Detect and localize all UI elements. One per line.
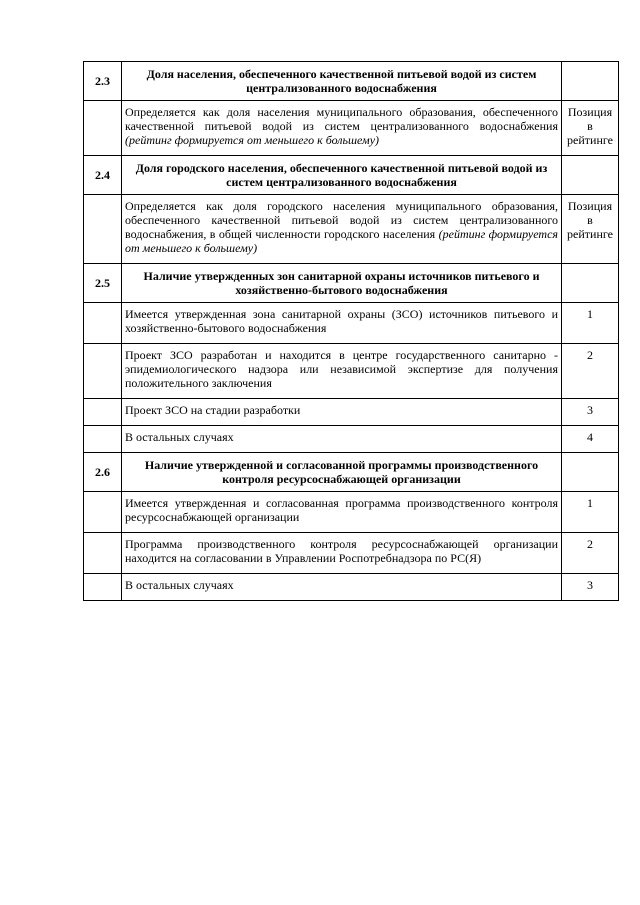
empty-cell	[84, 492, 122, 533]
criterion-row	[84, 574, 619, 601]
criterion-description: Проект ЗСО на стадии разработки	[122, 399, 562, 426]
criterion-description: В остальных случаях	[122, 574, 562, 601]
criterion-text: Определяется как доля городского населения муниципального образования, обеспеченного качественной питьевой водой из систем централизованного водоснабжения, в общей численности городского населения	[125, 199, 558, 241]
section-header-row	[84, 156, 619, 195]
empty-cell	[84, 303, 122, 344]
criterion-row	[84, 195, 619, 264]
empty-cell	[562, 264, 619, 303]
criterion-row	[84, 533, 619, 574]
empty-cell	[84, 195, 122, 264]
criterion-score: 1	[562, 492, 619, 533]
criterion-description	[122, 101, 562, 156]
empty-cell	[562, 62, 619, 101]
section-header-row	[84, 62, 619, 101]
criterion-score: 2	[562, 344, 619, 399]
empty-cell	[84, 574, 122, 601]
criterion-text: Определяется как доля населения муниципального образования, обеспеченного качественной питьевой водой из систем централизованного водоснабжения	[125, 105, 558, 133]
empty-cell	[562, 453, 619, 492]
criterion-score: 4	[562, 426, 619, 453]
section-title: Наличие утвержденной и согласованной программы производственного контроля ресурсоснабжающей организации	[122, 453, 562, 492]
criterion-description: Имеется утвержденная зона санитарной охраны (ЗСО) источников питьевого и хозяйственно-бытового водоснабжения	[122, 303, 562, 344]
section-title: Доля населения, обеспеченного качественной питьевой водой из систем централизованного водоснабжения	[122, 62, 562, 101]
section-number: 2.4	[84, 156, 122, 195]
criterion-row	[84, 399, 619, 426]
section-title: Доля городского населения, обеспеченного качественной питьевой водой из систем централизованного водоснабжения	[122, 156, 562, 195]
criterion-score: 1	[562, 303, 619, 344]
criterion-score: Позиция в рейтинге	[562, 101, 619, 156]
section-number: 2.5	[84, 264, 122, 303]
criterion-row	[84, 344, 619, 399]
criterion-score: 3	[562, 574, 619, 601]
empty-cell	[84, 426, 122, 453]
empty-cell	[84, 399, 122, 426]
criterion-description: В остальных случаях	[122, 426, 562, 453]
section-number: 2.6	[84, 453, 122, 492]
criterion-score: 2	[562, 533, 619, 574]
document-page	[83, 61, 618, 601]
criterion-row	[84, 303, 619, 344]
empty-cell	[84, 344, 122, 399]
criterion-row	[84, 101, 619, 156]
section-number: 2.3	[84, 62, 122, 101]
criterion-row	[84, 492, 619, 533]
section-title: Наличие утвержденных зон санитарной охраны источников питьевого и хозяйственно-бытового водоснабжения	[122, 264, 562, 303]
criterion-description	[122, 195, 562, 264]
criteria-table	[83, 61, 619, 601]
section-header-row	[84, 453, 619, 492]
criterion-description: Программа производственного контроля ресурсоснабжающей организации находится на согласовании в Управлении Роспотребнадзора по РС(Я)	[122, 533, 562, 574]
empty-cell	[84, 101, 122, 156]
criterion-note: (рейтинг формируется от меньшего к большему)	[125, 133, 380, 147]
criterion-score: 3	[562, 399, 619, 426]
criterion-row	[84, 426, 619, 453]
empty-cell	[562, 156, 619, 195]
criterion-description: Проект ЗСО разработан и находится в центре государственного санитарно - эпидемиологического надзора или независимой экспертизе для получения положительного заключения	[122, 344, 562, 399]
criterion-description: Имеется утвержденная и согласованная программа производственного контроля ресурсоснабжающей организации	[122, 492, 562, 533]
criterion-score: Позиция в рейтинге	[562, 195, 619, 264]
section-header-row	[84, 264, 619, 303]
empty-cell	[84, 533, 122, 574]
criterion-note: (рейтинг формируется от меньшего к большему)	[125, 227, 558, 255]
